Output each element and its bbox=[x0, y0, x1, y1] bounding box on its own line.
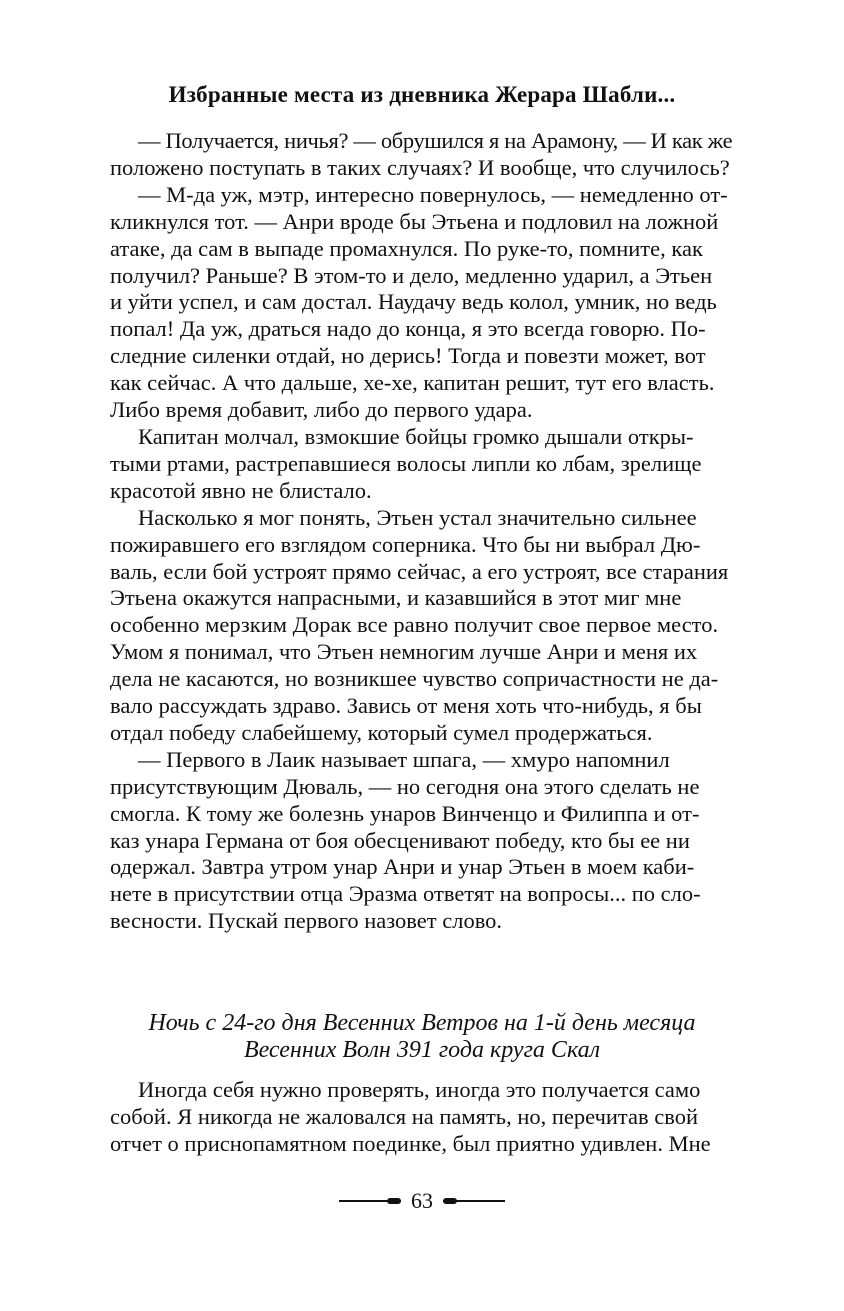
text-line: — Получается, ничья? — обрушился я на Арамону, — И как же bbox=[138, 128, 733, 153]
text-line: Либо время добавит, либо до первого удара. bbox=[110, 397, 533, 423]
text-line: собой. Я никогда не жаловался на память, но, перечитав свой bbox=[110, 1103, 699, 1129]
text-line: валь, если бой устроят прямо сейчас, а его устроят, все старания bbox=[110, 558, 729, 584]
paragraph bbox=[110, 424, 734, 505]
text-line: следние силенки отдай, но дерись! Тогда и повезти может, вот bbox=[110, 343, 706, 369]
text-line: Умом я понимал, что Этьен немногим лучше Анри и меня их bbox=[110, 639, 698, 665]
paragraph bbox=[110, 747, 734, 935]
text-line: дела не касаются, но возникшее чувство сопричастности не да- bbox=[110, 666, 719, 692]
text-line: смогла. К тому же болезнь унаров Винченцо и Филиппа и от- bbox=[110, 800, 700, 826]
text-line: особенно мерзким Дорак все равно получит свое первое место. bbox=[110, 612, 719, 638]
text-line: атаке, да сам в выпаде промахнулся. По руке-то, помните, как bbox=[110, 235, 703, 261]
section-title bbox=[110, 1010, 734, 1064]
text-line: отдал победу слабейшему, который сумел продержаться. bbox=[110, 719, 653, 745]
running-head: Избранные места из дневника Жерара Шабли... bbox=[168, 82, 676, 107]
text-block-main bbox=[110, 128, 734, 935]
text-line: Капитан молчал, взмокшие бойцы громко дышали откры- bbox=[138, 423, 694, 449]
text-line: — М-да уж, мэтр, интересно повернулось, — немедленно от- bbox=[138, 181, 728, 207]
footer-ornament-left bbox=[339, 1200, 401, 1202]
page-footer bbox=[110, 1188, 734, 1214]
section-title-line-2: Весенних Волн 391 года круга Скал bbox=[243, 1037, 601, 1063]
text-line: тыми ртами, растрепавшиеся волосы липли ко лбам, зрелище bbox=[110, 450, 702, 476]
text-line: весности. Пускай первого назовет слово. bbox=[110, 908, 503, 934]
page-number: 63 bbox=[411, 1188, 433, 1213]
text-line: кликнулся тот. — Анри вроде бы Этьена и подловил на ложной bbox=[110, 208, 719, 234]
text-line: — Первого в Лаик называет шпага, — хмуро напомнил bbox=[138, 746, 670, 772]
text-line: положено поступать в таких случаях? И вообще, что случилось? bbox=[110, 154, 730, 180]
text-line: присутствующим Дюваль, — но сегодня она этого сделать не bbox=[110, 773, 700, 799]
text-line: Насколько я мог понять, Этьен устал значительно сильнее bbox=[138, 504, 697, 530]
footer-ornament-right bbox=[443, 1200, 505, 1202]
text-line: и уйти успел, и сам достал. Наудачу ведь колол, умник, но ведь bbox=[110, 289, 717, 315]
text-block-section-2 bbox=[110, 1077, 734, 1158]
text-line: каз унара Германа от боя обесценивают победу, кто бы ее ни bbox=[110, 827, 690, 853]
text-line: Этьена окажутся напрасными, и казавшийся в этот миг мне bbox=[110, 585, 682, 611]
text-line: отчет о приснопамятном поединке, был приятно удивлен. Мне bbox=[110, 1130, 711, 1156]
text-line: вало рассуждать здраво. Завись от меня хоть что-нибудь, я бы bbox=[110, 693, 702, 719]
text-line: получил? Раньше? В этом-то и дело, медленно ударил, а Этьен bbox=[110, 262, 713, 288]
section-title-line-1: Ночь с 24-го дня Весенних Ветров на 1-й день месяца bbox=[148, 1010, 696, 1036]
text-line: как сейчас. А что дальше, хе-хе, капитан решит, тут его власть. bbox=[110, 370, 715, 396]
text-line: Иногда себя нужно проверять, иногда это получается само bbox=[138, 1077, 701, 1102]
paragraph bbox=[110, 128, 734, 182]
text-line: пожиравшего его взглядом соперника. Что бы ни выбрал Дю- bbox=[110, 531, 701, 557]
paragraph bbox=[110, 1077, 734, 1158]
text-line: красотой явно не блистало. bbox=[110, 477, 372, 503]
text-line: нете в присутствии отца Эразма ответят на вопросы... по сло- bbox=[110, 881, 701, 907]
text-line: попал! Да уж, драться надо до конца, я это всегда говорю. По- bbox=[110, 316, 706, 342]
text-line: одержал. Завтра утром унар Анри и унар Этьен в моем каби- bbox=[110, 854, 695, 880]
paragraph bbox=[110, 505, 734, 747]
paragraph bbox=[110, 182, 734, 424]
